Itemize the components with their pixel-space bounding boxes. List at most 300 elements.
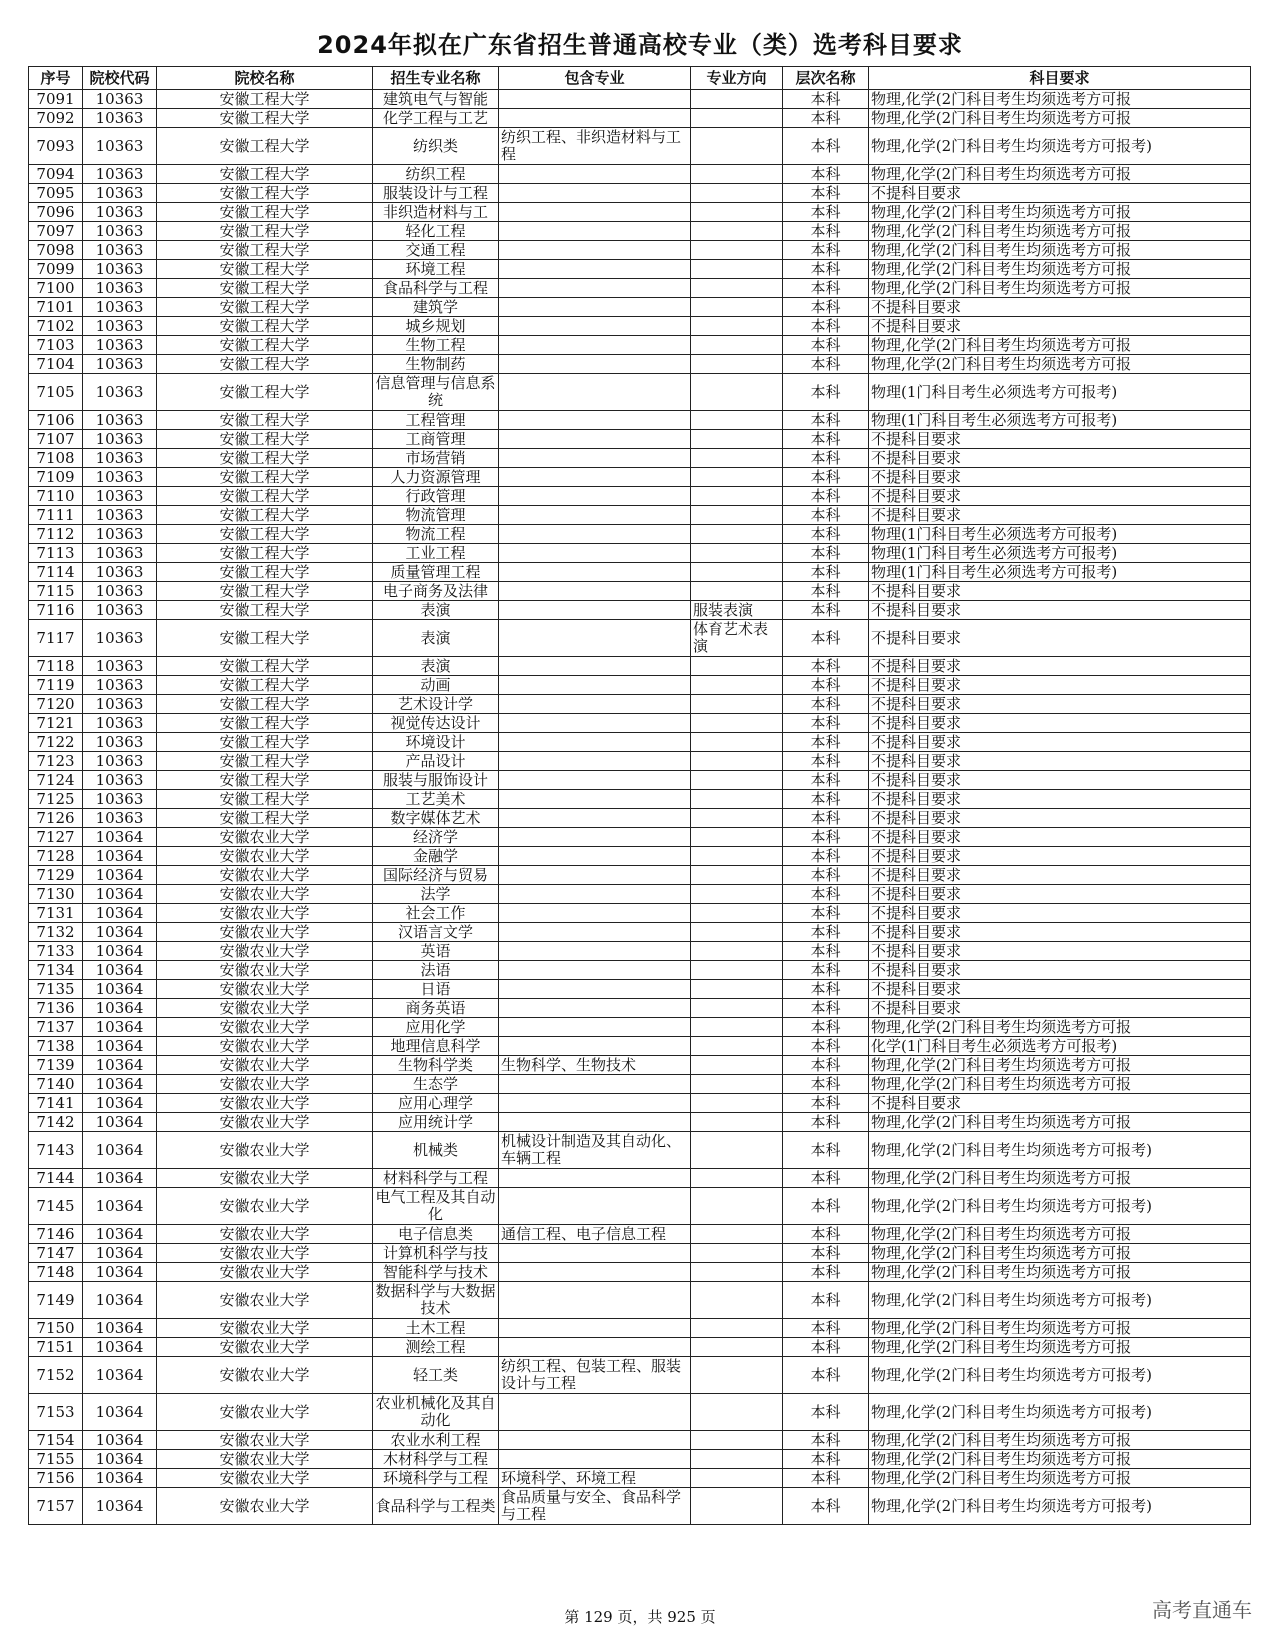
subject-requirement: 物理(1门科目考生必须选考方可报考) — [869, 411, 1251, 430]
school-name: 安徽工程大学 — [157, 601, 373, 620]
row-number: 7126 — [29, 809, 83, 828]
major-name: 应用化学 — [373, 1018, 499, 1037]
school-code: 10364 — [83, 1450, 157, 1469]
major-name: 地理信息科学 — [373, 1037, 499, 1056]
row-number: 7138 — [29, 1037, 83, 1056]
subject-requirement: 不提科目要求 — [869, 733, 1251, 752]
major-direction — [691, 1132, 783, 1169]
row-number: 7152 — [29, 1357, 83, 1394]
major-name: 应用心理学 — [373, 1094, 499, 1113]
included-majors — [499, 449, 691, 468]
subject-requirement: 物理,化学(2门科目考生均须选考方可报 — [869, 241, 1251, 260]
subject-requirement: 物理(1门科目考生必须选考方可报考) — [869, 525, 1251, 544]
level-name: 本科 — [783, 317, 869, 336]
table-row — [29, 1357, 1251, 1394]
subject-requirement: 物理,化学(2门科目考生均须选考方可报 — [869, 1056, 1251, 1075]
school-name: 安徽农业大学 — [157, 1225, 373, 1244]
school-name: 安徽农业大学 — [157, 1132, 373, 1169]
school-name: 安徽农业大学 — [157, 1188, 373, 1225]
school-code: 10363 — [83, 336, 157, 355]
school-name: 安徽工程大学 — [157, 203, 373, 222]
included-majors — [499, 1338, 691, 1357]
table-row — [29, 847, 1251, 866]
included-majors — [499, 317, 691, 336]
school-name: 安徽工程大学 — [157, 676, 373, 695]
row-number: 7127 — [29, 828, 83, 847]
level-name: 本科 — [783, 942, 869, 961]
level-name: 本科 — [783, 1056, 869, 1075]
table-row — [29, 1018, 1251, 1037]
school-code: 10363 — [83, 525, 157, 544]
school-name: 安徽工程大学 — [157, 241, 373, 260]
school-name: 安徽工程大学 — [157, 714, 373, 733]
row-number: 7153 — [29, 1394, 83, 1431]
level-name: 本科 — [783, 1319, 869, 1338]
row-number: 7119 — [29, 676, 83, 695]
subject-requirement: 物理,化学(2门科目考生均须选考方可报 — [869, 1450, 1251, 1469]
school-name: 安徽工程大学 — [157, 411, 373, 430]
included-majors — [499, 430, 691, 449]
table-row — [29, 601, 1251, 620]
column-header: 包含专业 — [499, 67, 691, 90]
school-code: 10363 — [83, 90, 157, 109]
school-code: 10363 — [83, 317, 157, 336]
table-row — [29, 165, 1251, 184]
table-row — [29, 1094, 1251, 1113]
subject-requirement: 物理,化学(2门科目考生均须选考方可报考) — [869, 128, 1251, 165]
table-row — [29, 90, 1251, 109]
subject-requirement: 物理,化学(2门科目考生均须选考方可报 — [869, 109, 1251, 128]
major-direction — [691, 752, 783, 771]
school-code: 10363 — [83, 601, 157, 620]
included-majors — [499, 1075, 691, 1094]
row-number: 7123 — [29, 752, 83, 771]
school-code: 10364 — [83, 1113, 157, 1132]
included-majors — [499, 563, 691, 582]
major-name: 材料科学与工程 — [373, 1169, 499, 1188]
major-direction — [691, 980, 783, 999]
included-majors — [499, 241, 691, 260]
level-name: 本科 — [783, 1338, 869, 1357]
major-name: 国际经济与贸易 — [373, 866, 499, 885]
major-direction — [691, 1263, 783, 1282]
school-code: 10363 — [83, 260, 157, 279]
major-name: 社会工作 — [373, 904, 499, 923]
major-name: 表演 — [373, 620, 499, 657]
school-name: 安徽农业大学 — [157, 923, 373, 942]
row-number: 7120 — [29, 695, 83, 714]
major-name: 生物科学类 — [373, 1056, 499, 1075]
included-majors: 食品质量与安全、食品科学与工程 — [499, 1488, 691, 1525]
level-name: 本科 — [783, 563, 869, 582]
included-majors: 纺织工程、非织造材料与工程 — [499, 128, 691, 165]
row-number: 7109 — [29, 468, 83, 487]
major-name: 物流管理 — [373, 506, 499, 525]
level-name: 本科 — [783, 525, 869, 544]
major-name: 信息管理与信息系统 — [373, 374, 499, 411]
level-name: 本科 — [783, 1282, 869, 1319]
subject-requirement: 不提科目要求 — [869, 999, 1251, 1018]
school-code: 10363 — [83, 771, 157, 790]
included-majors — [499, 1018, 691, 1037]
level-name: 本科 — [783, 1018, 869, 1037]
major-name: 人力资源管理 — [373, 468, 499, 487]
level-name: 本科 — [783, 1394, 869, 1431]
subject-requirement: 不提科目要求 — [869, 923, 1251, 942]
included-majors — [499, 1244, 691, 1263]
level-name: 本科 — [783, 1357, 869, 1394]
table-row — [29, 714, 1251, 733]
school-name: 安徽农业大学 — [157, 904, 373, 923]
major-direction — [691, 961, 783, 980]
table-row — [29, 222, 1251, 241]
school-code: 10363 — [83, 203, 157, 222]
row-number: 7144 — [29, 1169, 83, 1188]
major-direction — [691, 1225, 783, 1244]
school-code: 10364 — [83, 1357, 157, 1394]
included-majors — [499, 601, 691, 620]
school-name: 安徽农业大学 — [157, 999, 373, 1018]
major-name: 生物工程 — [373, 336, 499, 355]
school-code: 10364 — [83, 1056, 157, 1075]
major-direction — [691, 1113, 783, 1132]
major-direction — [691, 128, 783, 165]
major-direction — [691, 109, 783, 128]
major-name: 服装与服饰设计 — [373, 771, 499, 790]
major-direction — [691, 1244, 783, 1263]
table-row — [29, 657, 1251, 676]
included-majors — [499, 714, 691, 733]
level-name: 本科 — [783, 961, 869, 980]
level-name: 本科 — [783, 847, 869, 866]
table-row — [29, 1469, 1251, 1488]
column-header: 科目要求 — [869, 67, 1251, 90]
level-name: 本科 — [783, 1132, 869, 1169]
column-header: 层次名称 — [783, 67, 869, 90]
row-number: 7132 — [29, 923, 83, 942]
major-name: 英语 — [373, 942, 499, 961]
column-header: 专业方向 — [691, 67, 783, 90]
school-name: 安徽工程大学 — [157, 487, 373, 506]
table-row — [29, 695, 1251, 714]
row-number: 7106 — [29, 411, 83, 430]
school-code: 10363 — [83, 752, 157, 771]
school-name: 安徽农业大学 — [157, 1450, 373, 1469]
subject-requirement: 物理,化学(2门科目考生均须选考方可报 — [869, 1113, 1251, 1132]
included-majors — [499, 1319, 691, 1338]
level-name: 本科 — [783, 298, 869, 317]
table-row — [29, 828, 1251, 847]
level-name: 本科 — [783, 752, 869, 771]
level-name: 本科 — [783, 449, 869, 468]
major-name: 环境工程 — [373, 260, 499, 279]
school-code: 10363 — [83, 128, 157, 165]
table-row — [29, 525, 1251, 544]
school-code: 10364 — [83, 1244, 157, 1263]
level-name: 本科 — [783, 1094, 869, 1113]
included-majors — [499, 260, 691, 279]
column-header: 院校代码 — [83, 67, 157, 90]
subject-requirement: 物理,化学(2门科目考生均须选考方可报 — [869, 1225, 1251, 1244]
included-majors — [499, 90, 691, 109]
major-name: 工艺美术 — [373, 790, 499, 809]
row-number: 7124 — [29, 771, 83, 790]
school-name: 安徽农业大学 — [157, 866, 373, 885]
table-row — [29, 336, 1251, 355]
level-name: 本科 — [783, 790, 869, 809]
row-number: 7150 — [29, 1319, 83, 1338]
school-code: 10363 — [83, 279, 157, 298]
table-row — [29, 128, 1251, 165]
included-majors: 生物科学、生物技术 — [499, 1056, 691, 1075]
school-name: 安徽工程大学 — [157, 165, 373, 184]
row-number: 7114 — [29, 563, 83, 582]
school-code: 10364 — [83, 1282, 157, 1319]
level-name: 本科 — [783, 695, 869, 714]
school-code: 10364 — [83, 1469, 157, 1488]
major-direction — [691, 241, 783, 260]
included-majors — [499, 942, 691, 961]
level-name: 本科 — [783, 165, 869, 184]
table-row — [29, 355, 1251, 374]
school-code: 10363 — [83, 109, 157, 128]
row-number: 7133 — [29, 942, 83, 961]
school-name: 安徽工程大学 — [157, 468, 373, 487]
column-header: 序号 — [29, 67, 83, 90]
level-name: 本科 — [783, 904, 869, 923]
included-majors — [499, 468, 691, 487]
major-direction — [691, 298, 783, 317]
row-number: 7135 — [29, 980, 83, 999]
school-code: 10364 — [83, 828, 157, 847]
row-number: 7121 — [29, 714, 83, 733]
table-row — [29, 1169, 1251, 1188]
row-number: 7125 — [29, 790, 83, 809]
major-name: 环境设计 — [373, 733, 499, 752]
subject-requirement: 物理,化学(2门科目考生均须选考方可报 — [869, 1431, 1251, 1450]
subject-requirement: 物理,化学(2门科目考生均须选考方可报考) — [869, 1357, 1251, 1394]
school-code: 10364 — [83, 885, 157, 904]
school-code: 10364 — [83, 942, 157, 961]
school-code: 10364 — [83, 1094, 157, 1113]
school-name: 安徽工程大学 — [157, 336, 373, 355]
school-name: 安徽工程大学 — [157, 563, 373, 582]
major-direction — [691, 1075, 783, 1094]
row-number: 7145 — [29, 1188, 83, 1225]
included-majors — [499, 487, 691, 506]
requirements-table — [28, 66, 1251, 1525]
major-direction — [691, 1357, 783, 1394]
row-number: 7137 — [29, 1018, 83, 1037]
major-direction — [691, 1488, 783, 1525]
level-name: 本科 — [783, 1244, 869, 1263]
level-name: 本科 — [783, 222, 869, 241]
major-name: 法学 — [373, 885, 499, 904]
level-name: 本科 — [783, 203, 869, 222]
major-direction — [691, 165, 783, 184]
included-majors — [499, 809, 691, 828]
major-name: 经济学 — [373, 828, 499, 847]
subject-requirement: 不提科目要求 — [869, 676, 1251, 695]
row-number: 7091 — [29, 90, 83, 109]
school-code: 10363 — [83, 809, 157, 828]
row-number: 7118 — [29, 657, 83, 676]
school-name: 安徽工程大学 — [157, 355, 373, 374]
school-name: 安徽工程大学 — [157, 752, 373, 771]
major-name: 表演 — [373, 601, 499, 620]
included-majors — [499, 866, 691, 885]
level-name: 本科 — [783, 336, 869, 355]
school-name: 安徽工程大学 — [157, 430, 373, 449]
level-name: 本科 — [783, 714, 869, 733]
row-number: 7107 — [29, 430, 83, 449]
school-code: 10364 — [83, 999, 157, 1018]
major-direction — [691, 430, 783, 449]
school-name: 安徽农业大学 — [157, 1263, 373, 1282]
school-code: 10364 — [83, 1319, 157, 1338]
row-number: 7151 — [29, 1338, 83, 1357]
major-direction — [691, 260, 783, 279]
included-majors: 纺织工程、包装工程、服装设计与工程 — [499, 1357, 691, 1394]
major-name: 应用统计学 — [373, 1113, 499, 1132]
row-number: 7094 — [29, 165, 83, 184]
major-direction — [691, 468, 783, 487]
table-row — [29, 1056, 1251, 1075]
level-name: 本科 — [783, 1450, 869, 1469]
school-code: 10363 — [83, 620, 157, 657]
table-row — [29, 733, 1251, 752]
major-direction — [691, 1338, 783, 1357]
major-direction: 服装表演 — [691, 601, 783, 620]
table-row — [29, 1282, 1251, 1319]
school-name: 安徽工程大学 — [157, 109, 373, 128]
included-majors — [499, 1188, 691, 1225]
major-direction — [691, 449, 783, 468]
included-majors — [499, 733, 691, 752]
table-row — [29, 1037, 1251, 1056]
included-majors — [499, 203, 691, 222]
level-name: 本科 — [783, 544, 869, 563]
included-majors — [499, 923, 691, 942]
subject-requirement: 物理(1门科目考生必须选考方可报考) — [869, 374, 1251, 411]
subject-requirement: 物理,化学(2门科目考生均须选考方可报 — [869, 1075, 1251, 1094]
row-number: 7097 — [29, 222, 83, 241]
level-name: 本科 — [783, 1113, 869, 1132]
level-name: 本科 — [783, 1488, 869, 1525]
school-code: 10364 — [83, 1488, 157, 1525]
row-number: 7129 — [29, 866, 83, 885]
row-number: 7100 — [29, 279, 83, 298]
major-name: 数字媒体艺术 — [373, 809, 499, 828]
row-number: 7101 — [29, 298, 83, 317]
school-name: 安徽农业大学 — [157, 828, 373, 847]
school-code: 10364 — [83, 904, 157, 923]
included-majors — [499, 1450, 691, 1469]
school-code: 10364 — [83, 961, 157, 980]
table-row — [29, 468, 1251, 487]
school-name: 安徽农业大学 — [157, 1169, 373, 1188]
major-name: 艺术设计学 — [373, 695, 499, 714]
major-direction — [691, 374, 783, 411]
included-majors — [499, 355, 691, 374]
subject-requirement: 物理,化学(2门科目考生均须选考方可报考) — [869, 1188, 1251, 1225]
included-majors — [499, 1094, 691, 1113]
row-number: 7115 — [29, 582, 83, 601]
subject-requirement: 不提科目要求 — [869, 582, 1251, 601]
table-row — [29, 544, 1251, 563]
level-name: 本科 — [783, 999, 869, 1018]
school-code: 10363 — [83, 298, 157, 317]
major-name: 生态学 — [373, 1075, 499, 1094]
row-number: 7143 — [29, 1132, 83, 1169]
level-name: 本科 — [783, 1037, 869, 1056]
header-row — [29, 67, 1251, 90]
subject-requirement: 不提科目要求 — [869, 885, 1251, 904]
level-name: 本科 — [783, 430, 869, 449]
level-name: 本科 — [783, 582, 869, 601]
table-row — [29, 885, 1251, 904]
included-majors — [499, 847, 691, 866]
school-name: 安徽工程大学 — [157, 260, 373, 279]
table-row — [29, 184, 1251, 203]
subject-requirement: 不提科目要求 — [869, 980, 1251, 999]
included-majors — [499, 411, 691, 430]
included-majors — [499, 980, 691, 999]
table-row — [29, 771, 1251, 790]
subject-requirement: 不提科目要求 — [869, 904, 1251, 923]
school-code: 10363 — [83, 222, 157, 241]
subject-requirement: 物理,化学(2门科目考生均须选考方可报考) — [869, 1488, 1251, 1525]
level-name: 本科 — [783, 506, 869, 525]
major-direction — [691, 714, 783, 733]
major-direction — [691, 695, 783, 714]
school-code: 10364 — [83, 1037, 157, 1056]
level-name: 本科 — [783, 771, 869, 790]
row-number: 7103 — [29, 336, 83, 355]
table-row — [29, 1244, 1251, 1263]
level-name: 本科 — [783, 1431, 869, 1450]
school-code: 10364 — [83, 1394, 157, 1431]
school-name: 安徽农业大学 — [157, 1394, 373, 1431]
table-header — [29, 67, 1251, 90]
major-name: 行政管理 — [373, 487, 499, 506]
subject-requirement: 物理,化学(2门科目考生均须选考方可报 — [869, 1244, 1251, 1263]
school-name: 安徽农业大学 — [157, 1319, 373, 1338]
school-code: 10363 — [83, 355, 157, 374]
level-name: 本科 — [783, 374, 869, 411]
major-name: 化学工程与工艺 — [373, 109, 499, 128]
table-row — [29, 1075, 1251, 1094]
table-row — [29, 1431, 1251, 1450]
table-row — [29, 620, 1251, 657]
subject-requirement: 不提科目要求 — [869, 790, 1251, 809]
level-name: 本科 — [783, 128, 869, 165]
major-name: 计算机科学与技 — [373, 1244, 499, 1263]
major-name: 电子信息类 — [373, 1225, 499, 1244]
subject-requirement: 不提科目要求 — [869, 601, 1251, 620]
school-name: 安徽工程大学 — [157, 317, 373, 336]
major-name: 纺织类 — [373, 128, 499, 165]
subject-requirement: 物理,化学(2门科目考生均须选考方可报考) — [869, 1132, 1251, 1169]
included-majors — [499, 298, 691, 317]
subject-requirement: 物理(1门科目考生必须选考方可报考) — [869, 563, 1251, 582]
school-code: 10363 — [83, 449, 157, 468]
major-name: 商务英语 — [373, 999, 499, 1018]
table-row — [29, 374, 1251, 411]
included-majors — [499, 752, 691, 771]
school-name: 安徽工程大学 — [157, 809, 373, 828]
major-direction — [691, 1018, 783, 1037]
